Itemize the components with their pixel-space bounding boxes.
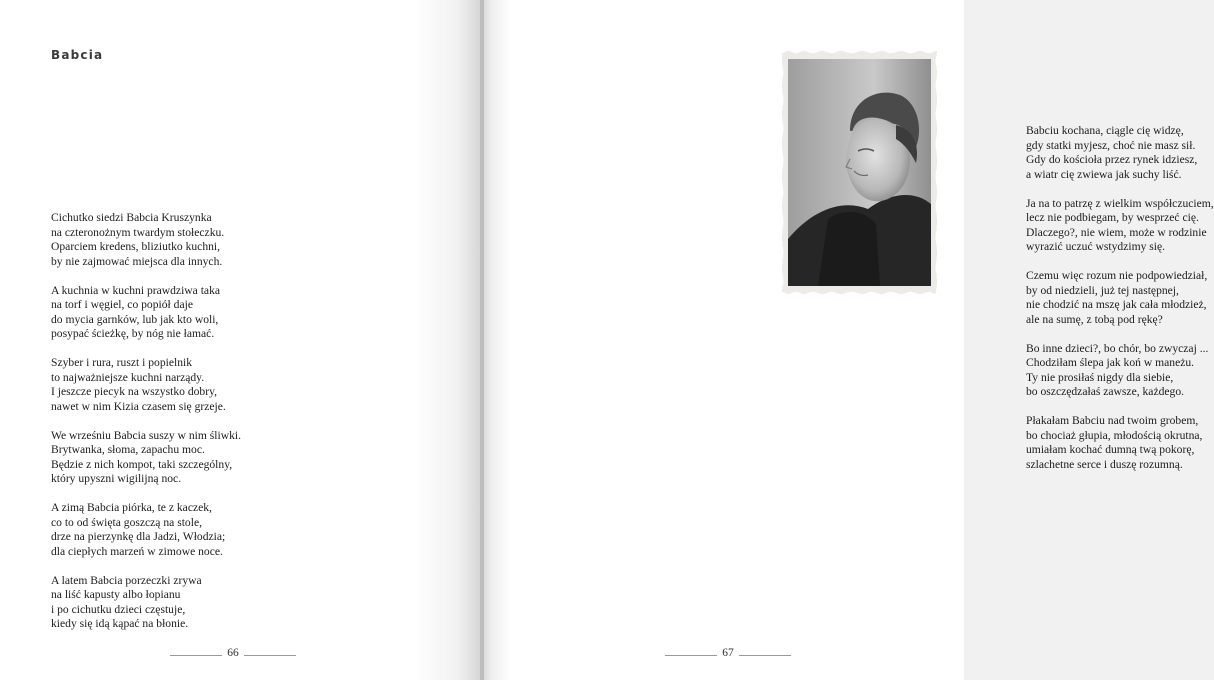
poem-line: by nie zajmować miejsca dla innych. — [51, 254, 223, 268]
poem-line: Cichutko siedzi Babcia Kruszynka — [51, 211, 212, 224]
poem-line: który upyszni wigilijną noc. — [51, 472, 182, 485]
stanza — [51, 356, 241, 414]
poem-line: A latem Babcia porzeczki zrywa — [51, 573, 202, 587]
poem-line: Oparciem kredens, bliziutko kuchni, — [51, 240, 221, 253]
portrait-image-icon — [788, 59, 931, 286]
stanza — [51, 501, 241, 559]
poem-line: co to od święta goszczą na stole, — [51, 515, 202, 529]
poem-line: kiedy się idą kąpać na błonie. — [51, 617, 189, 630]
poem-right — [1026, 124, 1214, 487]
poem-line: Bo inne dzieci?, bo chór, bo zwyczaj ... — [1026, 341, 1209, 355]
poem-line: Dlaczego?, nie wiem, może w rodzinie — [1026, 225, 1207, 239]
poem-line: Brytwanka, słoma, zapachu moc. — [51, 443, 205, 456]
poem-left — [51, 211, 241, 646]
poem-line: wyrazić uczuć wstydzimy się. — [1026, 240, 1166, 253]
poem-line: umiałam kochać dumną twą pokorę, — [1026, 443, 1195, 456]
poem-line: ale na sumę, z tobą pod rękę? — [1026, 312, 1163, 326]
poem-line: to najważniejsze kuchni narządy. — [51, 370, 205, 384]
poem-line: by od niedzieli, już tej następnej, — [1026, 283, 1179, 297]
stanza — [51, 211, 241, 269]
poem-line: Będzie z nich kompot, taki szczególny, — [51, 457, 233, 471]
poem-line: Płakałam Babciu nad twoim grobem, — [1026, 414, 1199, 427]
poem-line: Czemu więc rozum nie podpowiedział, — [1026, 269, 1208, 282]
poem-line: nie chodzić na mszę jak cała młodzież, — [1026, 298, 1207, 311]
poem-line: i po cichutku dzieci częstuje, — [51, 602, 186, 616]
stanza — [1026, 124, 1214, 182]
poem-line: bo chociaż głupia, młodością okrutna, — [1026, 428, 1203, 442]
page-number-right: 67 — [722, 647, 734, 659]
book-gutter — [480, 0, 484, 680]
poem-line: A zimą Babcia piórka, te z kaczek, — [51, 501, 212, 514]
poem-line: a wiatr cię zwiewa jak suchy liść. — [1026, 167, 1182, 181]
poem-line: nawet w nim Kizia czasem się grzeje. — [51, 399, 226, 413]
poem-line: Chodziłam ślepa jak koń w maneżu. — [1026, 356, 1195, 369]
poem-line: do mycia garnków, lub jak kto woli, — [51, 312, 219, 326]
poem-line: szlachetne serce i duszę rozumną. — [1026, 457, 1183, 471]
poem-line: Ty nie prosiłaś nigdy dla siebie, — [1026, 370, 1174, 384]
stanza — [51, 284, 241, 342]
poem-line: na liść kapusty albo łopianu — [51, 588, 181, 601]
stanza — [1026, 342, 1214, 400]
folio-left — [143, 647, 323, 663]
running-head: Babcia — [51, 48, 104, 62]
poem-line: na torf i węgiel, co popiół daje — [51, 298, 193, 311]
stanza — [1026, 414, 1214, 472]
poem-line: na czteronożnym twardym stołeczku. — [51, 225, 225, 239]
folio-rule — [739, 655, 791, 656]
poem-line: Ja na to patrzę z wielkim współczuciem, — [1026, 196, 1214, 210]
stanza — [1026, 197, 1214, 255]
folio-rule — [244, 655, 296, 656]
poem-line: gdy statki myjesz, choć nie masz sił. — [1026, 138, 1196, 152]
poem-line: lecz nie podbiegam, by wesprzeć cię. — [1026, 211, 1199, 224]
poem-line: Babciu kochana, ciągle cię widzę, — [1026, 124, 1184, 137]
poem-line: I jeszcze piecyk na wszystko dobry, — [51, 385, 218, 398]
poem-line: A kuchnia w kuchni prawdziwa taka — [51, 283, 221, 297]
poem-line: bo oszczędzałaś zawsze, każdego. — [1026, 385, 1185, 398]
stanza — [51, 429, 241, 487]
stanza — [51, 574, 241, 632]
poem-line: We wrześniu Babcia suszy w nim śliwki. — [51, 428, 242, 442]
poem-line: dla ciepłych marzeń w zimowe noce. — [51, 544, 223, 558]
stanza — [1026, 269, 1214, 327]
page-number-left: 66 — [227, 647, 239, 659]
left-page — [0, 0, 482, 680]
poem-line: Szyber i rura, ruszt i popielnik — [51, 356, 193, 369]
poem-line: Gdy do kościoła przez rynek idziesz, — [1026, 153, 1198, 166]
poem-line: drze na pierzynkę dla Jadzi, Włodzia; — [51, 530, 226, 543]
folio-right — [638, 647, 818, 663]
poem-line: posypać ścieżkę, by nóg nie łamać. — [51, 327, 215, 340]
portrait-photo — [782, 51, 937, 294]
